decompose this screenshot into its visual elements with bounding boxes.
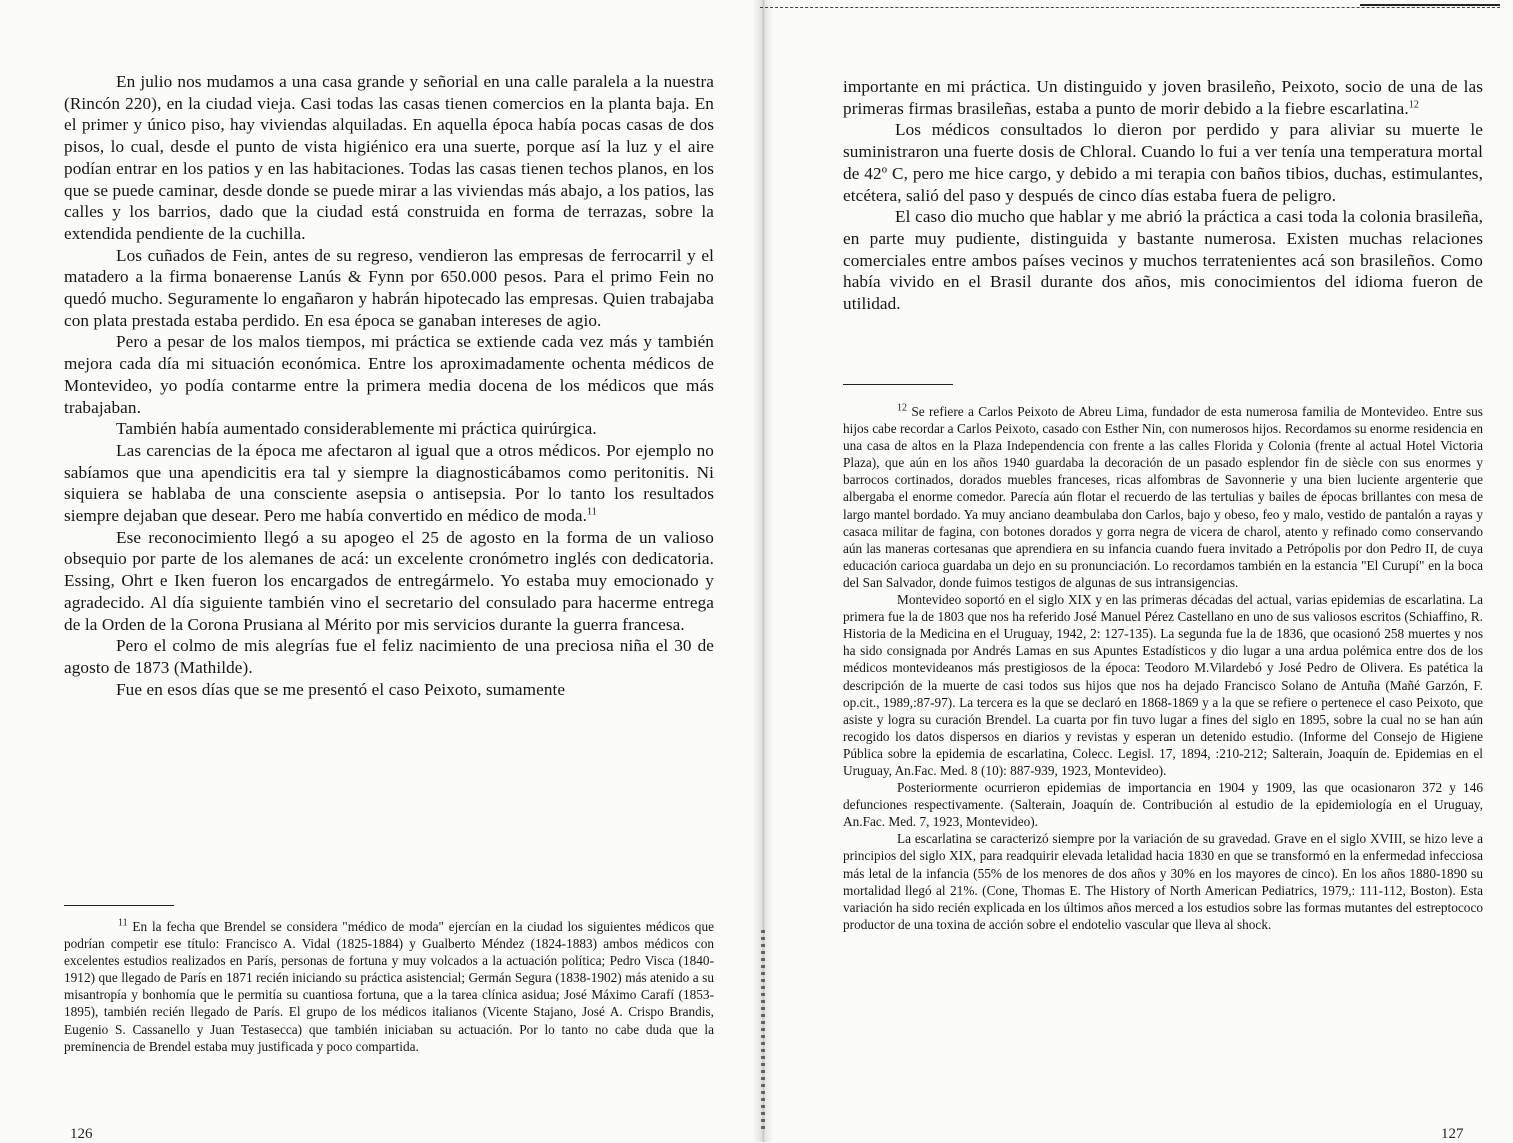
footnote	[64, 918, 714, 1055]
right-footnotes	[843, 403, 1483, 933]
paragraph: También había aumentado considerablemente mi práctica quirúrgica.	[116, 419, 597, 439]
paragraph: Fue en esos días que se me presentó el caso Peixoto, sumamente	[116, 679, 566, 699]
left-body-text	[64, 71, 714, 700]
paragraph: En julio nos mudamos a una casa grande y señorial en una calle paralela a la nuestra (Rincón 220), en la ciudad vieja. Casi todas las casas tienen comercios en la planta baja. En el primer y único piso, hay viviendas alquiladas. En aquella época había pocas casas de dos pisos, lo cual, desde el punto de vista higiénico era una suerte, porque así la luz y el aire podían entrar en los patios y en las habitaciones. Todas las casas tienen techos planos, en los que se puede caminar, desde donde se puede mirar a las viviendas más abajo, a los patios, las calles y los barrios, dado que la ciudad está construida en forma de terrazas, sobre la extendida pendiente de la cuchilla.	[64, 72, 714, 243]
top-rule	[760, 7, 1500, 8]
footnote-reference: 12	[1408, 98, 1419, 110]
paragraph: Pero a pesar de los malos tiempos, mi práctica se extiende cada vez más y también mejora cada día mi situación económica. Entre los aproximadamente ochenta médicos de Montevideo, yo podía contarme entre la primera media docena de los médicos que más trabajaban.	[64, 332, 714, 417]
footnote-rule	[64, 905, 174, 906]
paragraph: El caso dio mucho que hablar y me abrió la práctica a casi toda la colonia brasileña, en parte muy pudiente, distinguida y bastante numerosa. Existen muchas relaciones comerciales entre ambos países vecinos y muchos terratenientes acá son brasileños. Como había vivido en el Brasil durante dos años, mis conocimientos del idioma fueron de utilidad.	[843, 207, 1483, 314]
footnote-marker: 12	[897, 402, 907, 414]
footnote-paragraph: Montevideo soportó en el siglo XIX y en las primeras décadas del actual, varias epidemias de escarlatina. La primera fue la de 1803 que nos ha referido José Manuel Pérez Castellano en uno de sus valiosos escritos (Schiaffino, R. Historia de la Medicina en el Uruguay, 1942, 2: 127-135). La segunda fue la de 1836, que ocasionó 258 muertes y nos ha sido consignada por Andrés Lamas en sus Apuntes Estadísticos y dio lugar a una ardua polémica entre dos de los médicos montevideanos más prestigiosos de la época: Teodoro M.Vilardebó y José Pedro de Olivera. Es patética la descripción de la muerte de casi todos sus hijos que nos ha dejado Francisco Solano de Antuña (Mañé Garzón, F. op.cit., 1989,:87-97). La tercera es la que se declaró en 1868-1869 y a la que se refiere o pertenece el caso Peixoto, que asiste y logra su curación Brendel. La cuarta por fin tuvo lugar a fines del siglo en 1895, sobre la cual no se han aún recogido los datos dispersos en diarios y revistas y esperan un detenido estudio. (Informe del Consejo de Higiene Pública sobre la epidemia de escarlatina, Colecc. Legisl. 17, 1894, :210-212; Salterain, Joaquín de. Epidemias en el Uruguay, An.Fac. Med. 8 (10): 887-939, 1923, Montevideo).	[843, 592, 1483, 778]
paragraph	[64, 440, 714, 527]
footnote	[843, 403, 1483, 591]
left-footnotes	[64, 918, 714, 1055]
footnote-rule	[843, 384, 953, 385]
paragraph	[843, 76, 1483, 119]
paragraph: Ese reconocimiento llegó a su apogeo el 25 de agosto en la forma de un valioso obsequio por parte de los alemanes de acá: un excelente cronómetro inglés con dedicatoria. Essing, Ohrt e Iken fueron los encargados de entregármelo. Yo estaba muy emocionado y agradecido. Al día siguiente también vino el secretario del consulado para hacerme entrega de la Orden de la Corona Prusiana al Mérito por mis servicios durante la guerra francesa.	[64, 527, 714, 634]
footnote-marker: 11	[118, 917, 128, 929]
paragraph: Los médicos consultados lo dieron por perdido y para aliviar su muerte le suministraron una fuerte dosis de Chloral. Cuando lo fui a ver tenía una temperatura mortal de 42º C, pero me hice cargo, y debido a mi terapia con baños tibios, duchas, estimulantes, etcétera, salió del paso y después de cinco días estaba fuera de peligro.	[843, 120, 1483, 205]
gutter-marks	[761, 930, 765, 1130]
paragraph: Los cuñados de Fein, antes de su regreso, vendieron las empresas de ferrocarril y el matadero a la firma bonaerense Lanús & Fynn por 650.000 pesos. Para el primo Fein no quedó mucho. Seguramente lo engañaron y habrán hipotecado las empresas. Quien trabajaba con plata prestada estaba perdido. En esa época se ganaban intereses de agio.	[64, 245, 714, 330]
paragraph-text: importante en mi práctica. Un distinguido y joven brasileño, Peixoto, socio de una de las primeras firmas brasileñas, estaba a punto de morir debido a la fiebre escarlatina.	[843, 77, 1483, 118]
page-number: 127	[1441, 1126, 1464, 1142]
paragraph-text: Las carencias de la época me afectaron al igual que a otros médicos. Por ejemplo no sabíamos que una apendicitis era tal y siempre la diagnosticábamos como peritonitis. Ni siquiera se hablaba de una consciente asepsia o antisepsia. Por lo tanto los resultados siempre dejaban que desear. Pero me había convertido en médico de moda.	[64, 440, 714, 526]
footnote-text: En la fecha que Brendel se considera "médico de moda" ejercían en la ciudad los siguientes médicos que podrían competir ese título: Francisco A. Vidal (1825-1884) y Gualberto Méndez (1824-1883) ambos médicos con excelentes estudios realizados en París, personas de fortuna y muy volcados a la actuación política; Pedro Visca (1840-1912) que llegado de París en 1871 recién iniciando su práctica asistencial; Germán Segura (1838-1902) más atenido a su misantropía y bonhomía que le permitía su cuantiosa fortuna, que a la tarea clínica asidua; José Máximo Carafí (1853-1895), también recién llegado de París. El grupo de los médicos italianos (Vicente Stajano, José A. Crispo Brandis, Eugenio S. Cassanello y Juan Testasecca) que también iniciaban su actuación. Por lo tanto no cabe duda que la preminencia de Brendel estaba muy justificada y poco compartida.	[64, 919, 714, 1054]
footnote-paragraph: Posteriormente ocurrieron epidemias de importancia en 1904 y 1909, las que ocasionaron 372 y 146 defunciones respectivamente. (Salterain, Joaquín de. Contribución al estudio de la epidemiología en el Uruguay, An.Fac. Med. 7, 1923, Montevideo).	[843, 780, 1483, 830]
page-number: 126	[70, 1126, 93, 1142]
footnote-paragraph: La escarlatina se caracterizó siempre por la variación de su gravedad. Grave en el siglo XVIII, se hizo leve a principios del siglo XIX, para readquirir elevada letalidad hacia 1830 en que se transformó en la enfermedad infecciosa más letal de la infancia (55% de los menores de dos años y 30% en los mayores de cinco). En los años 1880-1890 su mortalidad llegó al 21%. (Cone, Thomas E. The History of North American Pediatrics, 1979,: 111-112, Boston). Esta variación ha sido recién explicada en los últimos años merced a los estudios sobre las formas mutantes del estreptococo productor de una toxina de acción sobre el endotelio vascular que lleva al shock.	[843, 831, 1483, 932]
right-body-text	[843, 76, 1483, 315]
paragraph: Pero el colmo de mis alegrías fue el feliz nacimiento de una preciosa niña el 30 de agosto de 1873 (Mathilde).	[64, 636, 714, 677]
footnote-reference: 11	[587, 506, 597, 518]
top-rule-accent	[1360, 4, 1500, 6]
footnote-text: Se refiere a Carlos Peixoto de Abreu Lima, fundador de esta numerosa familia de Montevideo. Entre sus hijos cabe recordar a Carlos Peixoto, casado con Esther Nin, con numerosos hijos. Recordamos su enorme residencia en una casa de altos en la Plaza Independencia con frente a las calles Florida y Colonia (frente al actual Hotel Victoria Plaza), que aún en los años 1940 guardaba la decoración de un pasado esplendor fin de siècle con sus enormes y barrocos cortinados, dorados muebles franceses, ricas alfombras de Savonnerie y una bien luciente argenterie que albergaba el enorme comedor. Parecía aún flotar el recuerdo de las tertulias y bailes de épocas brillantes con mesa de largo mantel bordado. Ya muy anciano deambulaba don Carlos, bajo y obeso, feo y malo, vestido de pantalón a rayas y casaca militar de fagina, con botones dorados y gorra negra de vicera de charol, atento y refinado como conservando aún las maneras cortesanas que aprendiera en su infancia cuando fuera invitado a Petrópolis por don Pedro II, de cuya educación carioca guardaba un dejo en su pronunciación. Lo recordamos también en la estancia "El Curupí" en la boca del San Salvador, donde fuimos testigos de algunas de sus intransigencias.	[843, 404, 1483, 590]
